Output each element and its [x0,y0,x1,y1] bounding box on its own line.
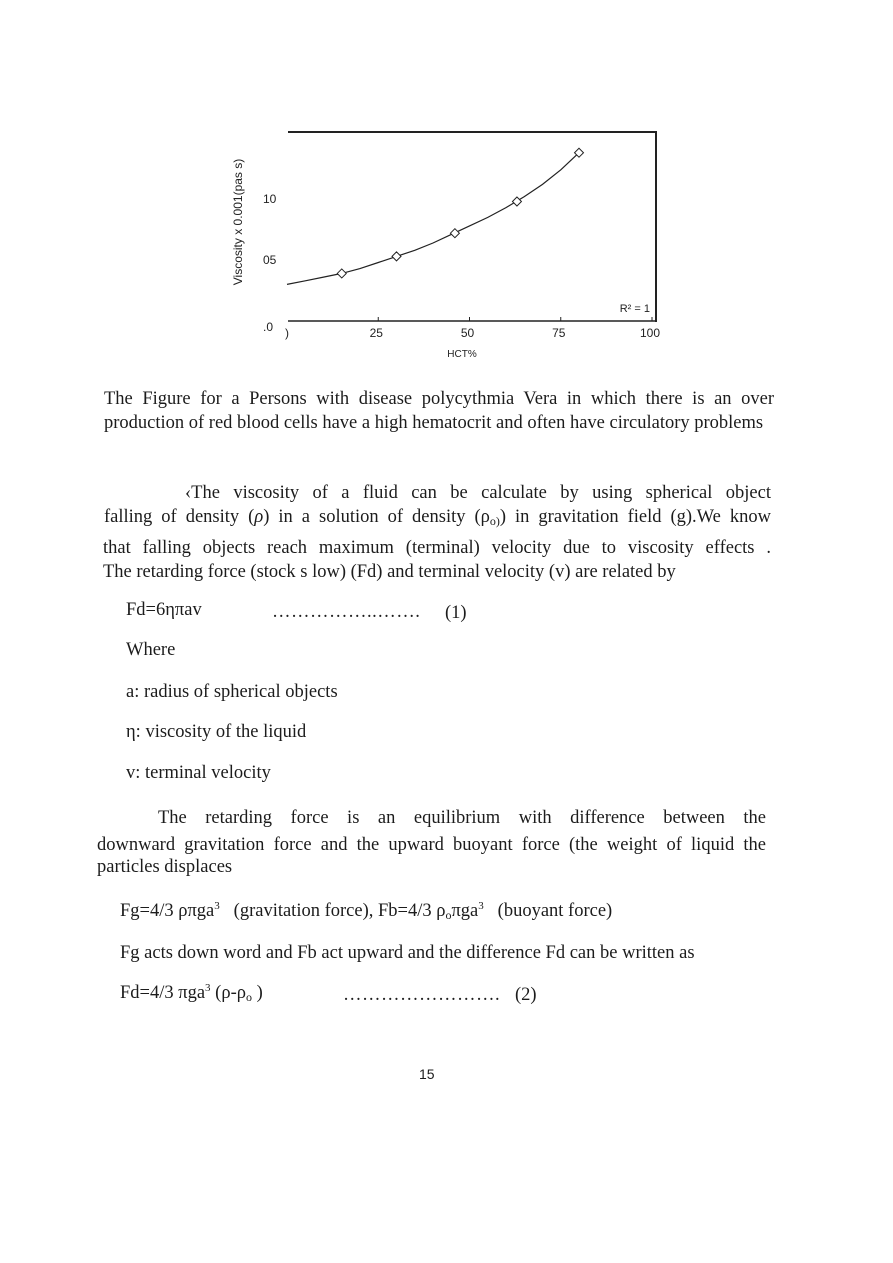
where-label: Where [126,640,176,660]
eq2-formula: Fd=4/3 πga [120,983,206,1003]
x-tick-label-75: 75 [552,326,566,340]
paragraph2-line1: ‹The viscosity of a fluid can be calculate by using spherical object [185,483,771,503]
fg-exponent: 3 [214,900,220,912]
equation-2 [120,983,263,1004]
fb-rest: πga [451,901,479,921]
paragraph2-line3: that falling objects reach maximum (terminal) velocity due to viscosity effects . [103,538,771,558]
x-axis-label: HCT% [447,349,477,360]
p2-text-a: falling of density ( [104,507,255,527]
equation-1: Fd=6ηπav [126,600,202,620]
eq2-paren-close: ) [256,983,263,1003]
paragraph3-line1: The retarding force is an equilibrium with difference between the [158,808,766,828]
fb-rho: ρ [436,901,446,921]
rho0-subscript: o) [489,514,500,528]
x-tick-labels [370,326,661,340]
paragraph2-line2 [104,507,771,528]
y-axis-label: Viscosity x 0.001(pas s) [231,158,245,286]
fg-formula: Fg=4/3 ρπga [120,901,215,921]
viscosity-chart [0,0,893,380]
eq2-exponent: 3 [205,982,211,994]
x-origin-label: ) [285,326,289,340]
p2-text-c: ) in gravitation field (g).We know [499,507,771,527]
x-tick-label-100: 100 [639,326,661,340]
eq2-paren-open: (ρ-ρ [215,983,246,1003]
equation-2-leader: ……………………. [343,985,501,1005]
r-squared-annotation: R² = 1 [619,303,650,315]
page-number: 15 [419,1066,435,1082]
equation-2-number: (2) [515,985,537,1005]
y-tick-label-10: 10 [263,192,277,207]
data-point-1 [337,269,346,278]
fg-label: (gravitation force), Fb=4/3 [233,901,437,921]
difference-sentence: Fg acts down word and Fb act upward and the difference Fd can be written as [120,943,695,963]
data-point-2 [392,252,401,261]
equation-1-number: (1) [445,603,467,623]
paragraph3-line2: downward gravitation force and the upward buoyant force (the weight of liquid the [97,835,766,855]
fb-label: (buoyant force) [497,901,613,921]
definition-viscosity: η: viscosity of the liquid [126,722,307,742]
eq2-subscript: o [245,990,252,1004]
series-curve [287,153,579,285]
equation-fg-fb [120,901,612,922]
y-tick-label-05: 05 [263,253,277,268]
x-tick-label-50: 50 [460,326,475,340]
rho-symbol: ρ [254,507,264,527]
rho0-symbol: ρ [480,507,490,527]
data-point-markers [337,148,583,278]
definition-velocity: v: terminal velocity [126,763,271,783]
data-point-3 [450,229,459,238]
y-origin-label: .0 [263,320,274,334]
data-point-4 [512,197,521,206]
y-tick-labels [263,192,277,267]
fb-subscript: o [445,908,452,922]
p2-text-b: ) in a solution of density ( [263,507,481,527]
figure-description-paragraph: The Figure for a Persons with disease polycythmia Vera in which there is an over production of red blood cells have a high hematocrit and often have circulatory problems [104,389,774,433]
x-tick-label-25: 25 [369,326,383,340]
fb-exponent: 3 [478,900,484,912]
equation-1-leader: ……………..……. [272,602,421,622]
paragraph3-line3: particles displaces [97,857,233,877]
definition-radius: a: radius of spherical objects [126,682,338,702]
paragraph2-line4: The retarding force (stock s low) (Fd) and terminal velocity (v) are related by [103,562,676,582]
